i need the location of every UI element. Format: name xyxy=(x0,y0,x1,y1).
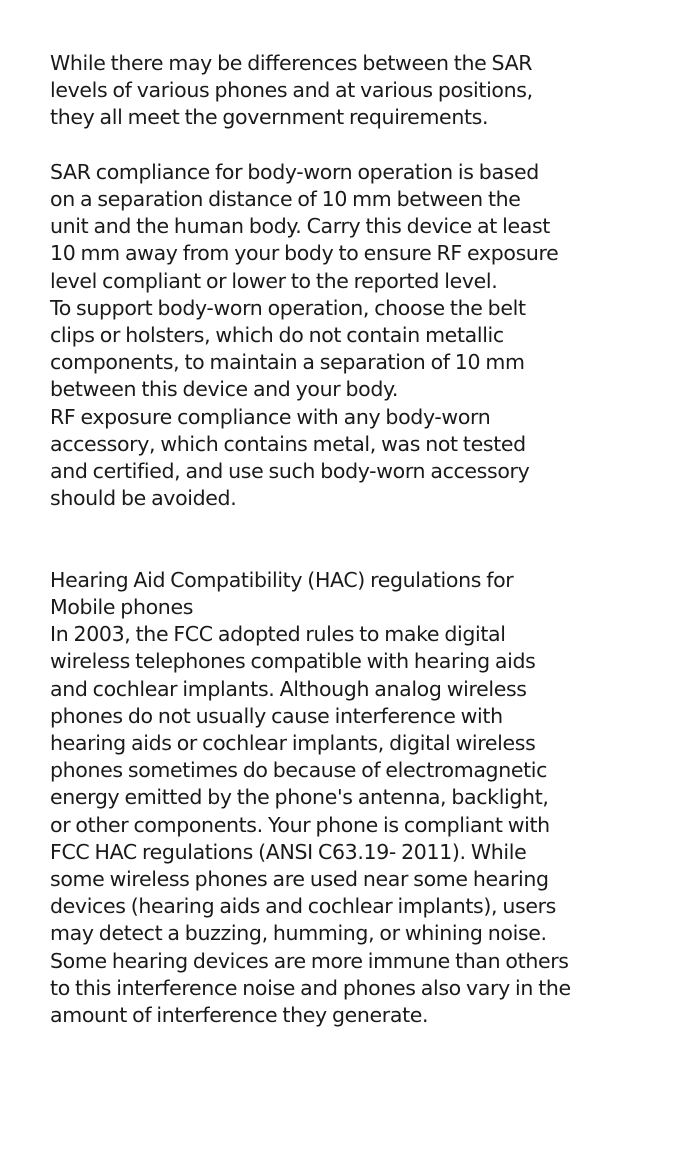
text-line: and certified, and use such body-worn accessory xyxy=(50,459,530,484)
text-line: wireless telephones compatible with hearing aids xyxy=(50,649,536,674)
text-line: FCC HAC regulations (ANSI C63.19- 2011). While xyxy=(50,839,527,864)
text-line: they all meet the government requirements. xyxy=(50,105,489,130)
text-line: components, to maintain a separation of 10 mm xyxy=(50,350,525,375)
text-line: amount of interference they generate. xyxy=(50,1003,429,1028)
text-line: unit and the human body. Carry this device at least xyxy=(50,214,550,239)
text-line: energy emitted by the phone's antenna, backlight, xyxy=(50,785,549,810)
text-line: To support body-worn operation, choose the belt xyxy=(50,295,526,320)
text-line: level compliant or lower to the reported level. xyxy=(50,268,498,293)
text-line: some wireless phones are used near some hearing xyxy=(50,867,549,892)
text-line: and cochlear implants. Although analog wireless xyxy=(50,676,527,701)
document-page xyxy=(50,50,650,1029)
text-line: Some hearing devices are more immune than others xyxy=(50,948,569,973)
hac-paragraph xyxy=(50,621,650,1029)
hac-heading xyxy=(50,567,650,621)
text-line: SAR compliance for body-worn operation is based xyxy=(50,159,539,184)
text-line: clips or holsters, which do not contain metallic xyxy=(50,323,504,348)
text-line: or other components. Your phone is compliant with xyxy=(50,812,550,837)
text-line: should be avoided. xyxy=(50,486,237,511)
text-line: RF exposure compliance with any body-worn xyxy=(50,404,491,429)
sar-paragraph xyxy=(50,50,650,132)
section-spacer xyxy=(50,512,650,566)
text-line: devices (hearing aids and cochlear implants), users xyxy=(50,894,557,919)
text-line: phones do not usually cause interference with xyxy=(50,703,503,728)
text-line: While there may be differences between the SAR xyxy=(50,51,533,75)
text-line: accessory, which contains metal, was not tested xyxy=(50,431,526,456)
text-line: to this interference noise and phones also vary in the xyxy=(50,975,571,1000)
text-line: hearing aids or cochlear implants, digital wireless xyxy=(50,731,536,756)
body-worn-paragraph xyxy=(50,159,650,513)
text-line: may detect a buzzing, humming, or whining noise. xyxy=(50,921,547,946)
heading-line: Mobile phones xyxy=(50,595,194,620)
text-line: phones sometimes do because of electromagnetic xyxy=(50,758,548,783)
text-line: on a separation distance of 10 mm between the xyxy=(50,187,521,211)
heading-line: Hearing Aid Compatibility (HAC) regulations for xyxy=(50,567,514,592)
text-line: In 2003, the FCC adopted rules to make digital xyxy=(50,622,506,647)
text-line: levels of various phones and at various positions, xyxy=(50,78,533,103)
paragraph-spacer xyxy=(50,132,650,159)
text-line: 10 mm away from your body to ensure RF exposure xyxy=(50,241,559,266)
text-line: between this device and your body. xyxy=(50,377,399,402)
